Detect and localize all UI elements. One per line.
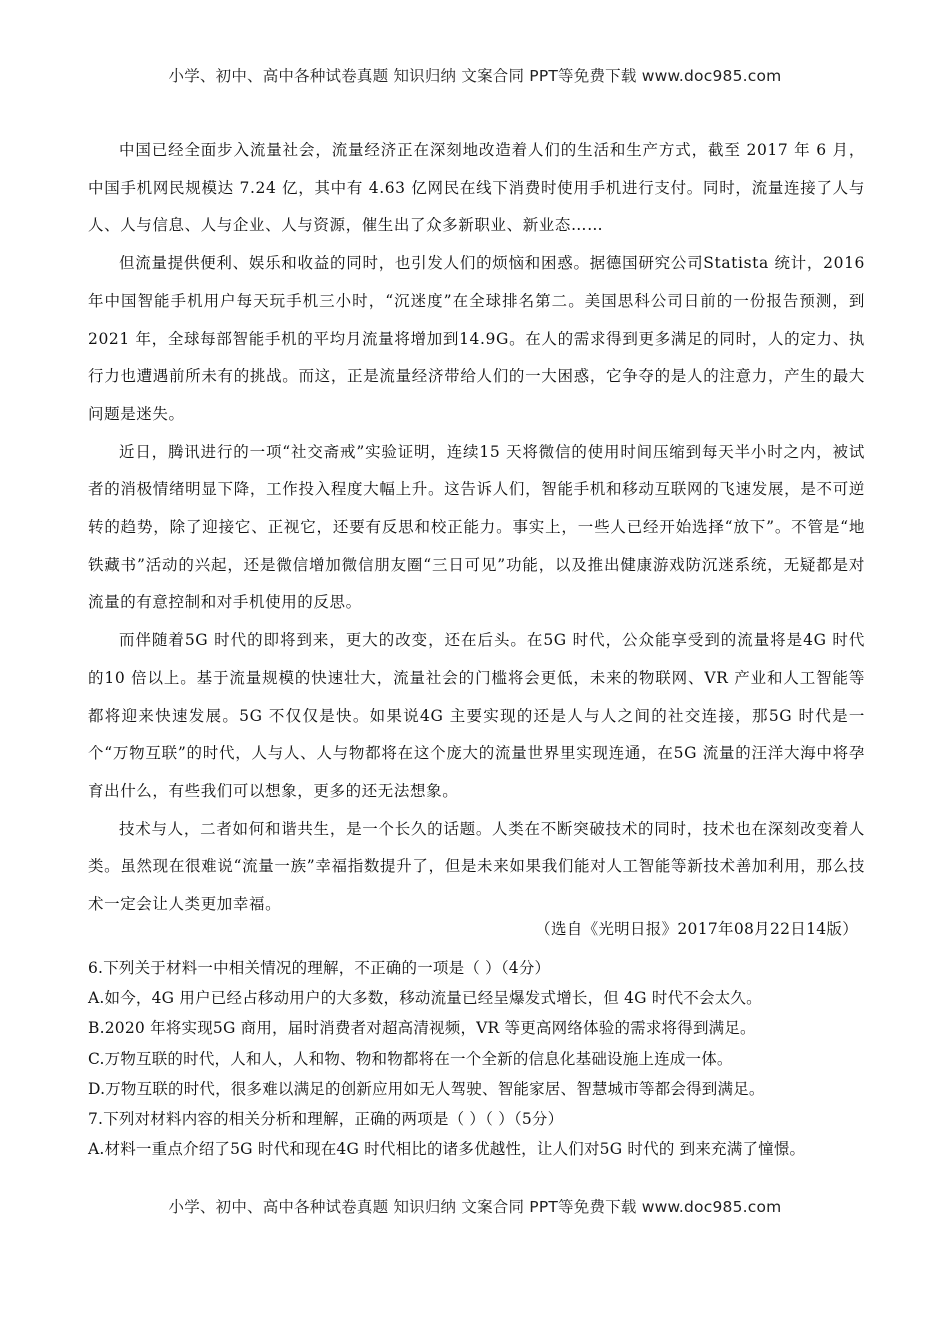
question-6-option-a: A.如今，4G 用户已经占移动用户的大多数，移动流量已经呈爆发式增长，但 4G 时代不会太久。 [88, 989, 762, 1008]
page-header: 小学、初中、高中各种试卷真题 知识归纳 文案合同 PPT等免费下载 www.doc985.com [168, 67, 782, 85]
question-6-option-d: D.万物互联的时代，很多难以满足的创新应用如无人驾驶、智能家居、智慧城市等都会得到满足。 [88, 1079, 765, 1098]
question-7-stem: 7.下列对材料内容的相关分析和理解，正确的两项是（ ）（ ）（5分） [88, 1110, 564, 1129]
article-paragraph-3: 近日，腾讯进行的一项“社交斋戒”实验证明，连续15 天将微信的使用时间压缩到每天半小时之内，被试者的消极情绪明显下降，工作投入程度大幅上升。这告诉人们，智能手机和移动互联网的飞速发展，是不可逆转的趋势，除了迎接它、正视它，还要有反思和校正能力。事实上，一些人已经开始选择“放下”。不管是“地铁藏书”活动的兴起，还是微信增加微信朋友圈“三日可见”功能，以及推出健康游戏防沉迷系统，无疑都是对流量的有意控制和对手机使用的反思。 [88, 442, 865, 612]
question-6-option-c: C.万物互联的时代，人和人，人和物、物和物都将在一个全新的信息化基础设施上连成一体。 [88, 1049, 733, 1068]
question-7-option-a: A.材料一重点介绍了5G 时代和现在4G 时代相比的诸多优越性，让人们对5G 时代的 到来充满了憧憬。 [88, 1140, 806, 1159]
question-6-option-b: B.2020 年将实现5G 商用，届时消费者对超高清视频，VR 等更高网络体验的需求将得到满足。 [88, 1019, 756, 1038]
questions-section [88, 953, 878, 1164]
question-6-stem: 6.下列关于材料一中相关情况的理解，不正确的一项是（ ）（4分） [88, 959, 551, 977]
article-body [88, 132, 865, 924]
article-paragraph-1: 中国已经全面步入流量社会，流量经济正在深刻地改造着人们的生活和生产方式，截至 2017 年 6 月，中国手机网民规模达 7.24 亿，其中有 4.63 亿网民在线下消费时使用手机进行支付。同时，流量连接了人与人、人与信息、人与企业、人与资源，催生出了众多新职业、新业态…… [88, 141, 865, 235]
article-paragraph-5: 技术与人，二者如何和谐共生，是一个长久的话题。人类在不断突破技术的同时，技术也在深刻改变着人类。虽然现在很难说“流量一族”幸福指数提升了，但是未来如果我们能对人工智能等新技术善加利用，那么技术一定会让人类更加幸福。 [88, 819, 865, 914]
article-paragraph-4: 而伴随着5G 时代的即将到来，更大的改变，还在后头。在5G 时代，公众能享受到的流量将是4G 时代的10 倍以上。基于流量规模的快速壮大，流量社会的门槛将会更低，未来的物联网、VR 产业和人工智能等都将迎来快速发展。5G 不仅仅是快。如果说4G 主要实现的还是人与人之间的社交连接，那5G 时代是一个“万物互联”的时代，人与人、人与物都将在这个庞大的流量世界里实现连通，在5G 流量的汪洋大海中将孕育出什么，有些我们可以想象，更多的还无法想象。 [88, 631, 865, 800]
article-source: （选自《光明日报》2017年08月22日14版） [535, 920, 858, 938]
article-paragraph-2: 但流量提供便利、娱乐和收益的同时，也引发人们的烦恼和困惑。据德国研究公司Statista 统计，2016 年中国智能手机用户每天玩手机三小时，“沉迷度”在全球排名第二。美国思科公司日前的一份报告预测，到 2021 年，全球每部智能手机的平均月流量将增加到14.9G。在人的需求得到更多满足的同时，人的定力、执行力也遭遇前所未有的挑战。而这，正是流量经济带给人们的一大困惑，它争夺的是人的注意力，产生的最大问题是迷失。 [88, 254, 865, 423]
page-footer: 小学、初中、高中各种试卷真题 知识归纳 文案合同 PPT等免费下载 www.doc985.com [168, 1198, 782, 1216]
